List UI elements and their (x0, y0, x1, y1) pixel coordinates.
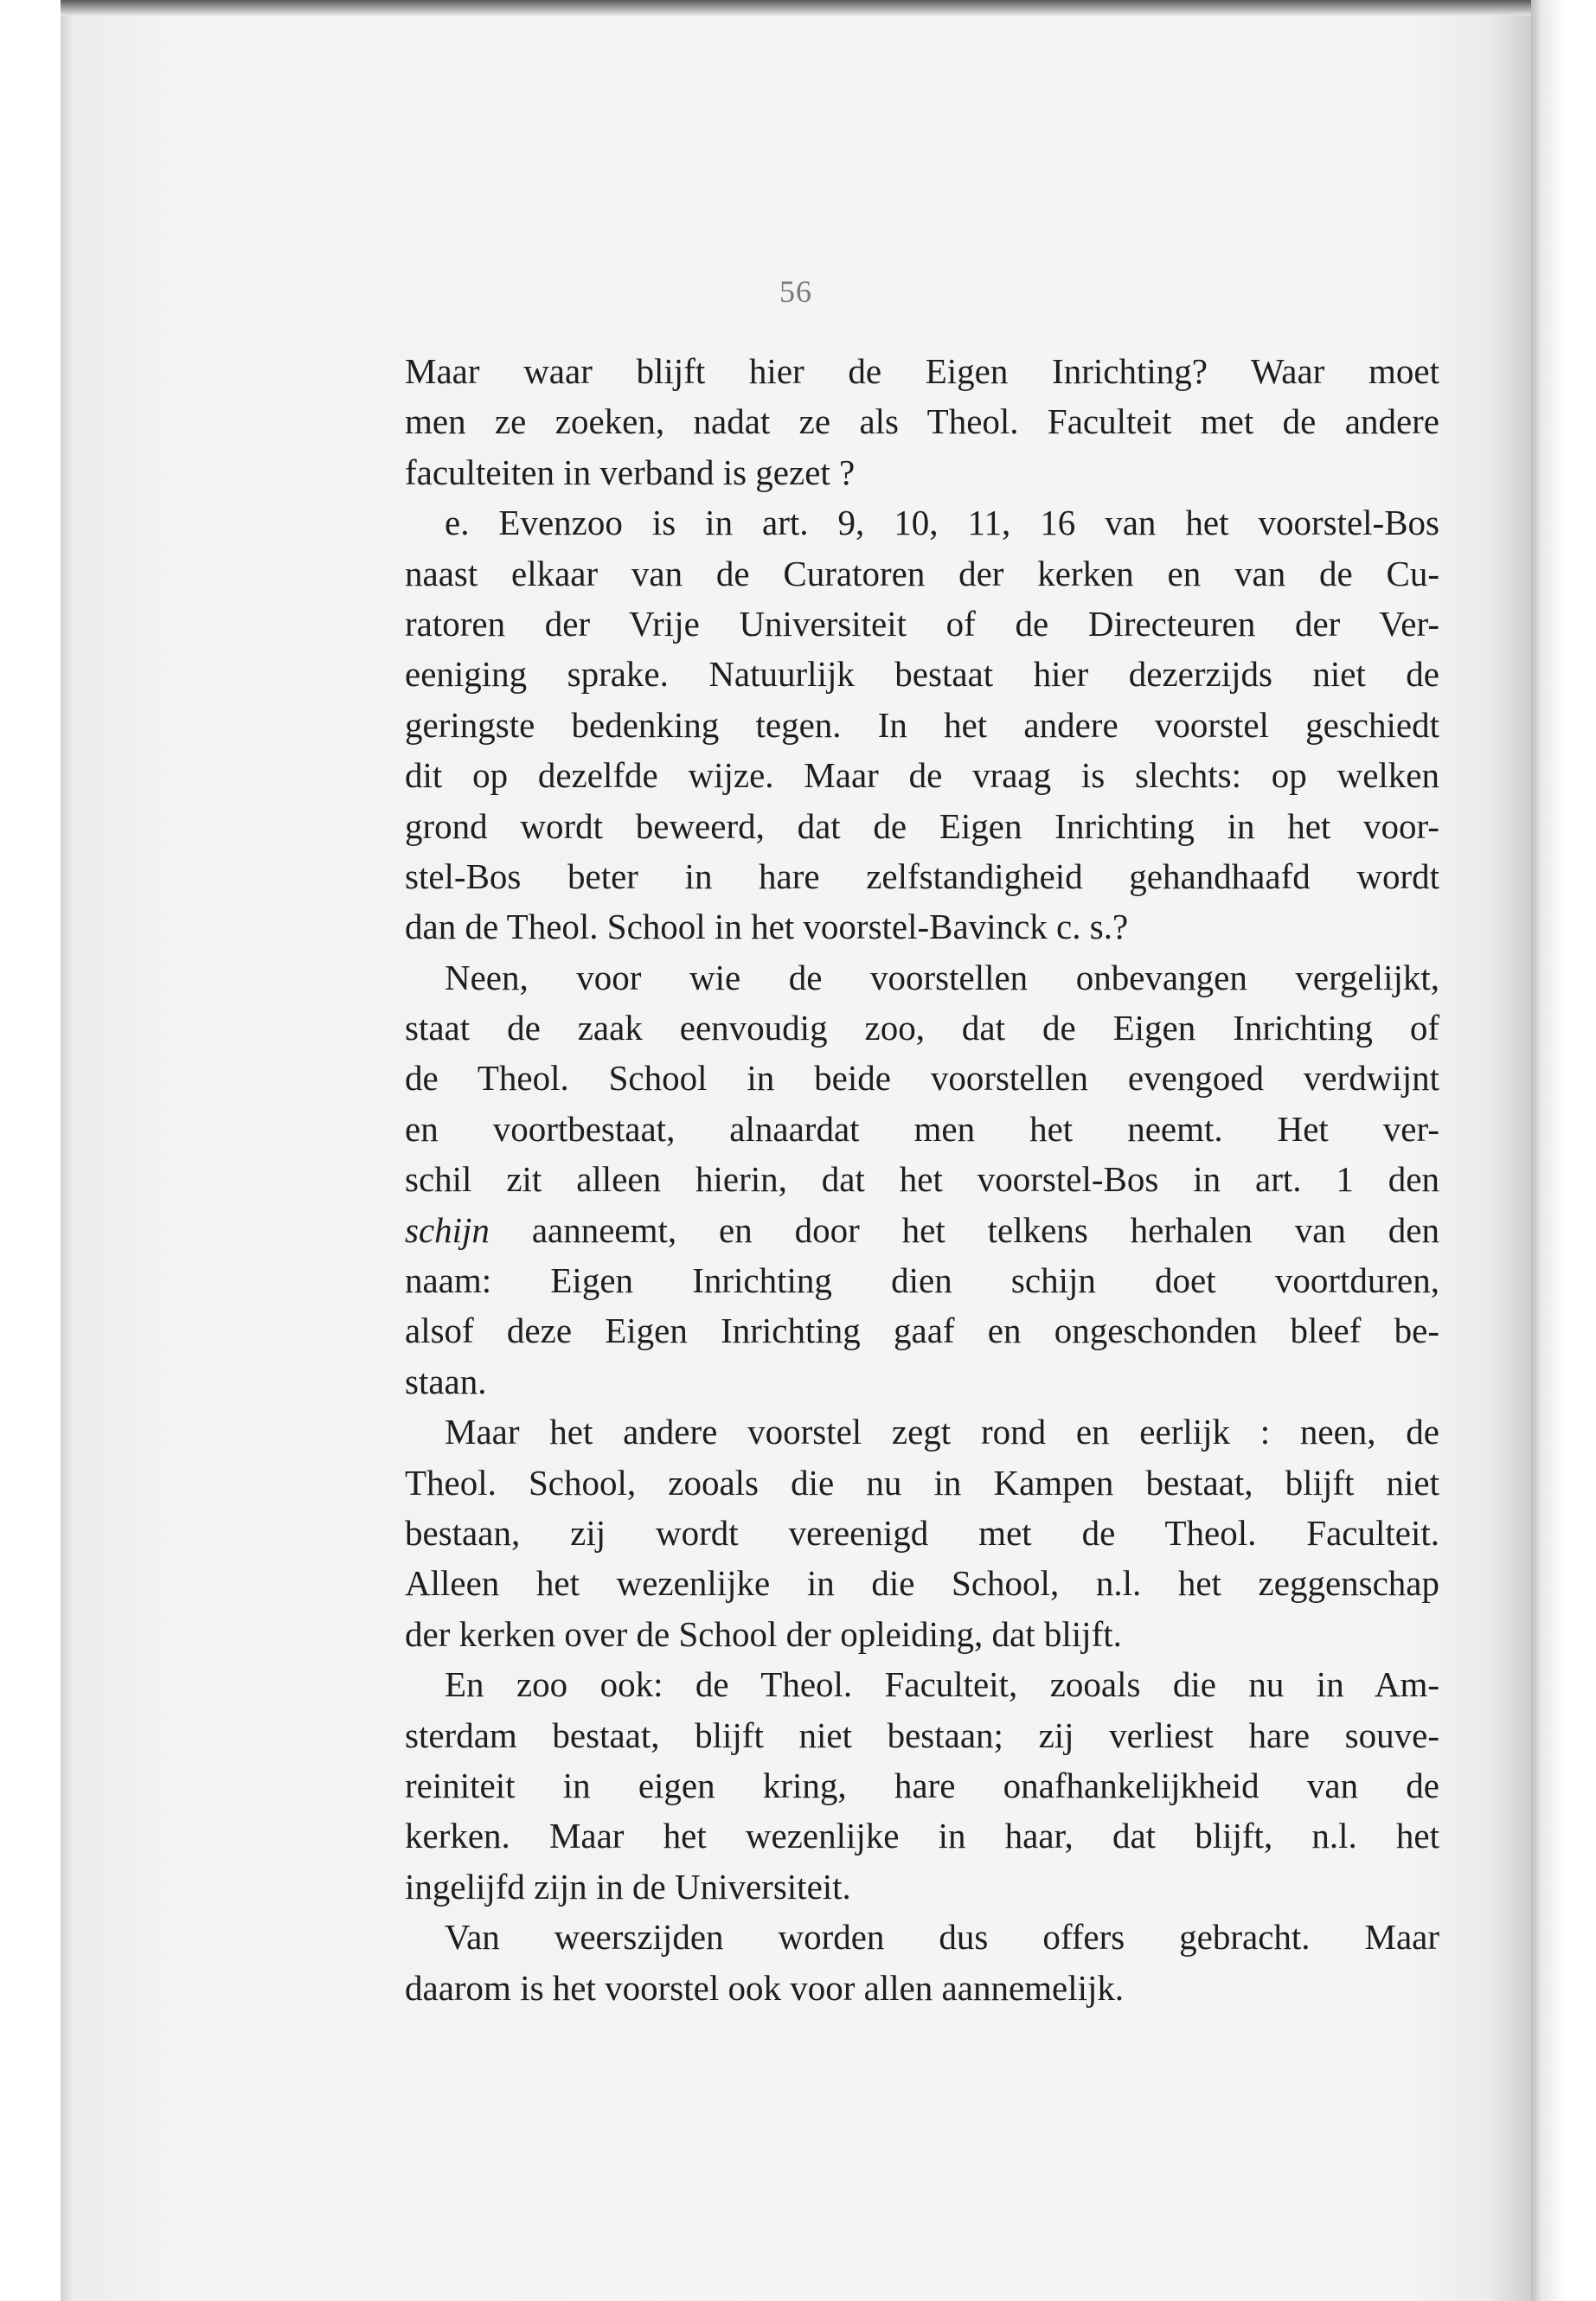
scan-margin-right (1531, 0, 1596, 2301)
scan-shadow-top (61, 0, 1531, 16)
text-line: en voortbestaat, alnaardat men het neemt. Het ver- (405, 1108, 1439, 1149)
text-line-rest: aanneemt, en door het telkens herhalen van den (489, 1209, 1439, 1250)
text-line: staan. (405, 1361, 487, 1401)
text-line: Alleen het wezenlijke in die School, n.l. het zeggenschap (405, 1563, 1439, 1604)
text-line: men ze zoeken, nadat ze als Theol. Faculteit met de andere (405, 401, 1439, 442)
text-line: de Theol. School in beide voorstellen evengoed verdwijnt (405, 1058, 1439, 1099)
text-line: stel-Bos beter in hare zelfstandigheid gehandhaafd wordt (405, 856, 1439, 896)
text-line: alsof deze Eigen Inrichting gaaf en ongeschonden bleef be- (405, 1311, 1439, 1351)
text-line: reiniteit in eigen kring, hare onafhankelijkheid van de (405, 1765, 1439, 1805)
text-line: grond wordt beweerd, dat de Eigen Inrichting in het voor- (405, 805, 1439, 846)
text-line: daarom is het voorstel ook voor allen aannemelijk. (405, 1967, 1125, 2008)
text-line: En zoo ook: de Theol. Faculteit, zooals die nu in Am- (445, 1664, 1439, 1705)
text-line: kerken. Maar het wezenlijke in haar, dat blijft, n.l. het (405, 1816, 1439, 1856)
text-line: schil zit alleen hierin, dat het voorstel-Bos in art. 1 den (405, 1159, 1439, 1200)
text-line: Maar het andere voorstel zegt rond en eerlijk : neen, de (445, 1412, 1439, 1452)
body-text (405, 346, 1439, 2013)
text-line: der kerken over de School der opleiding, dat blijft. (405, 1613, 1122, 1654)
text-line: naam: Eigen Inrichting dien schijn doet voortduren, (405, 1260, 1439, 1301)
text-line-italic (405, 1205, 1439, 1255)
text-line: faculteiten in verband is gezet ? (405, 452, 856, 492)
text-line: sterdam bestaat, blijft niet bestaan; zij verliest hare souve- (405, 1715, 1439, 1755)
text-line: dan de Theol. School in het voorstel-Bavinck c. s.? (405, 907, 1129, 947)
text-line: Neen, voor wie de voorstellen onbevangen vergelijkt, (445, 957, 1439, 997)
text-line: bestaan, zij wordt vereenigd met de Theol. Faculteit. (405, 1512, 1439, 1553)
italic-word: schijn (405, 1209, 490, 1250)
text-line: Theol. School, zooals die nu in Kampen bestaat, blijft niet (405, 1462, 1439, 1503)
text-line: Maar waar blijft hier de Eigen Inrichting? Waar moet (405, 351, 1439, 391)
text-line: naast elkaar van de Curatoren der kerken en van de Cu- (405, 553, 1439, 593)
text-line: staat de zaak eenvoudig zoo, dat de Eigen Inrichting of (405, 1008, 1439, 1048)
book-page (61, 16, 1531, 2301)
text-line: geringste bedenking tegen. In het andere voorstel geschiedt (405, 704, 1439, 745)
text-line: eeniging sprake. Natuurlijk bestaat hier dezerzijds niet de (405, 654, 1439, 695)
text-line: e. Evenzoo is in art. 9, 10, 11, 16 van het voorstel-Bos (445, 503, 1439, 543)
scan-margin-left (0, 0, 61, 2301)
text-line: dit op dezelfde wijze. Maar de vraag is slechts: op welken (405, 755, 1439, 796)
page-number: 56 (779, 274, 812, 309)
text-line: ratoren der Vrije Universiteit of de Directeuren der Ver- (405, 603, 1439, 644)
text-line: Van weerszijden worden dus offers gebracht. Maar (445, 1917, 1439, 1958)
text-line: ingelijfd zijn in de Universiteit. (405, 1866, 851, 1907)
